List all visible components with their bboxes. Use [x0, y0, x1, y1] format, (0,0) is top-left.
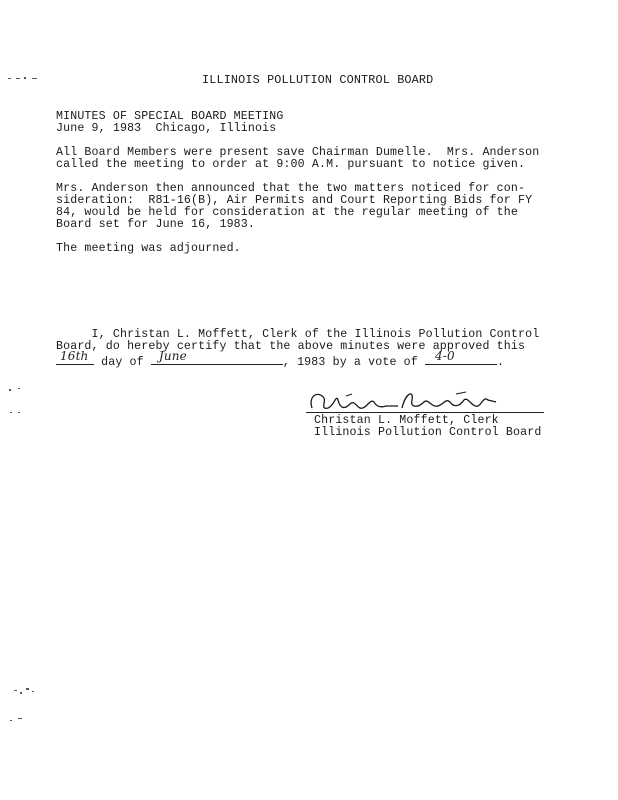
- signature-line: [306, 412, 544, 413]
- day-handwritten: 16th: [60, 349, 89, 363]
- signer-organization: Illinois Pollution Control Board: [314, 426, 542, 439]
- paragraph-2-line-1: Mrs. Anderson then announced that the two matters noticed for con-: [56, 182, 526, 195]
- minutes-heading: MINUTES OF SPECIAL BOARD MEETING: [56, 110, 284, 123]
- paragraph-2-line-2: sideration: R81-16(B), Air Permits and Court Reporting Bids for FY: [56, 194, 533, 207]
- sentence-period: .: [497, 356, 505, 369]
- vote-blank: [425, 349, 497, 365]
- certification-line-1: I, Christan L. Moffett, Clerk of the Illinois Pollution Control: [56, 328, 540, 341]
- meeting-date-location: June 9, 1983 Chicago, Illinois: [56, 122, 277, 135]
- certification-line-2: Board, do hereby certify that the above minutes were approved this: [56, 340, 526, 353]
- day-of-text: day of: [94, 356, 151, 369]
- paragraph-1-line-1: All Board Members were present save Chairman Dumelle. Mrs. Anderson: [56, 146, 540, 159]
- year-vote-text: , 1983 by a vote of: [282, 356, 426, 369]
- day-blank: [56, 349, 94, 365]
- signer-printed-name: Christan L. Moffett, Clerk: [314, 414, 499, 427]
- vote-handwritten: 4-0: [435, 349, 455, 363]
- document-title: ILLINOIS POLLUTION CONTROL BOARD: [202, 73, 434, 87]
- paragraph-2-line-3: 84, would be held for consideration at the regular meeting of the: [56, 206, 518, 219]
- month-handwritten: June: [158, 349, 187, 363]
- signature-block: [306, 386, 546, 416]
- month-blank: [151, 349, 283, 365]
- paragraph-2-line-4: Board set for June 16, 1983.: [56, 218, 256, 231]
- paragraph-1-line-2: called the meeting to order at 9:00 A.M. pursuant to notice given.: [56, 158, 526, 171]
- paragraph-3: The meeting was adjourned.: [56, 242, 241, 255]
- certification-line-3: [56, 349, 505, 369]
